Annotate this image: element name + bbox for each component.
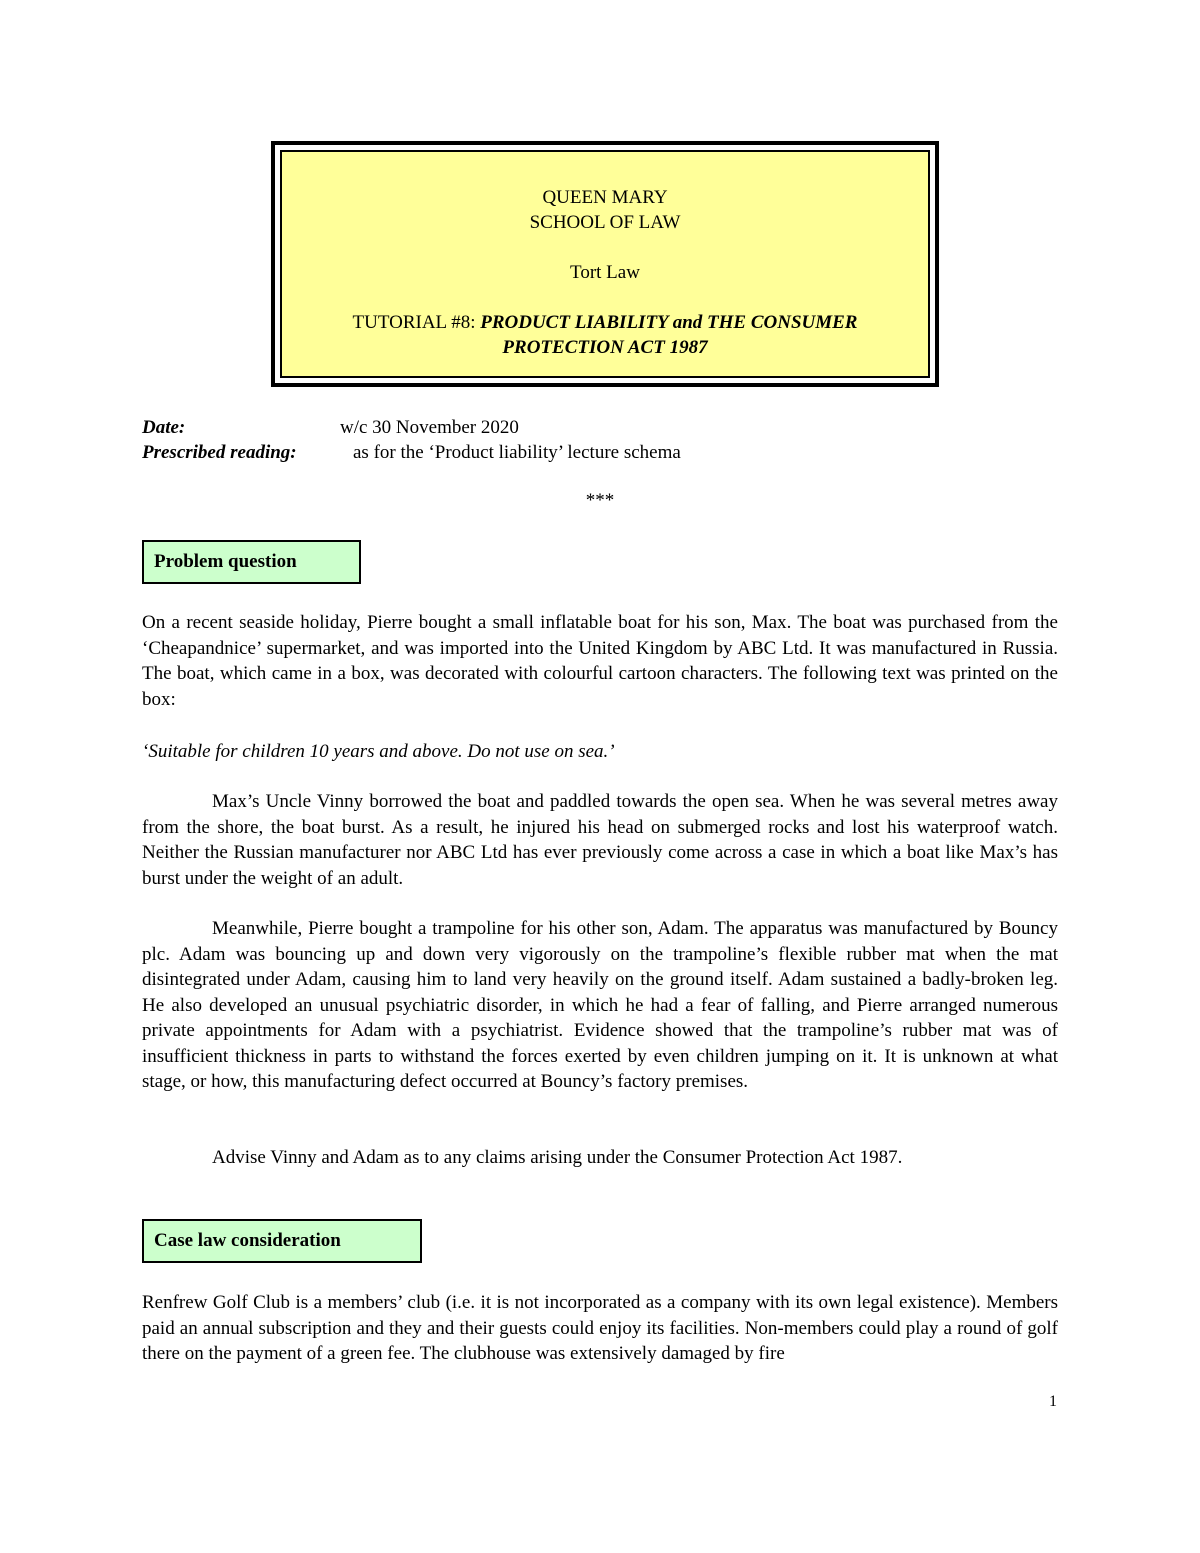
tutorial-title bbox=[282, 310, 928, 335]
tutorial-prefix: TUTORIAL #8: bbox=[352, 312, 481, 333]
separator: *** bbox=[585, 490, 615, 511]
date-value: w/c 30 November 2020 bbox=[340, 417, 519, 438]
case-law-paragraph-1: Renfrew Golf Club is a members’ club (i.e. it is not incorporated as a company with its own legal existence). Members paid an annual subscription and they and their guests could enjoy its facilities. Non-members could play a round of golf there on the payment of a green fee. The clubhouse was extensively damaged by fire bbox=[142, 1292, 1058, 1364]
problem-quote: ‘Suitable for children 10 years and above. Do not use on sea.’ bbox=[142, 741, 615, 762]
institution-name: QUEEN MARY bbox=[542, 187, 668, 208]
reading-label: Prescribed reading: bbox=[142, 442, 297, 463]
course-name: Tort Law bbox=[570, 262, 640, 283]
reading-value: as for the ‘Product liability’ lecture schema bbox=[353, 442, 681, 463]
problem-paragraph-4: Advise Vinny and Adam as to any claims arising under the Consumer Protection Act 1987. bbox=[212, 1147, 903, 1168]
problem-paragraph-1: On a recent seaside holiday, Pierre bought a small inflatable boat for his son, Max. The boat was purchased from the ‘Cheapandnice’ supermarket, and was imported into the United Kingdom by ABC Ltd. It was manufactured in Russia. The boat, which came in a box, was decorated with colourful cartoon characters. The following text was printed on the box: bbox=[142, 612, 1058, 710]
problem-question-heading: Problem question bbox=[142, 540, 361, 584]
date-label: Date: bbox=[142, 417, 186, 438]
title-box bbox=[271, 141, 939, 387]
case-law-heading: Case law consideration bbox=[142, 1219, 422, 1263]
page-number: 1 bbox=[1049, 1393, 1057, 1410]
tutorial-title-a: PRODUCT LIABILITY and THE CONSUMER bbox=[480, 312, 858, 333]
problem-paragraph-3: Meanwhile, Pierre bought a trampoline for his other son, Adam. The apparatus was manufactured by Bouncy plc. Adam was bouncing up and down very vigorously on the trampoline’s flexible rubber mat when the mat disintegrated under Adam, causing him to land very heavily on the ground itself. Adam sustained a badly-broken leg. He also developed an unusual psychiatric disorder, in which he had a fear of falling, and Pierre arranged numerous private appointments for Adam with a psychiatrist. Evidence showed that the trampoline’s rubber mat was of insufficient thickness in parts to withstand the forces exerted by even children jumping on it. It is unknown at what stage, or how, this manufacturing defect occurred at Bouncy’s factory premises. bbox=[142, 918, 1058, 1092]
problem-paragraph-2: Max’s Uncle Vinny borrowed the boat and paddled towards the open sea. When he was several metres away from the shore, the boat burst. As a result, he injured his head on submerged rocks and lost his waterproof watch. Neither the Russian manufacturer nor ABC Ltd has ever previously come across a case in which a boat like Max’s has burst under the weight of an adult. bbox=[142, 791, 1058, 889]
school-name: SCHOOL OF LAW bbox=[529, 212, 681, 233]
tutorial-title-b: PROTECTION ACT 1987 bbox=[502, 337, 708, 358]
title-box-inner bbox=[280, 150, 930, 378]
